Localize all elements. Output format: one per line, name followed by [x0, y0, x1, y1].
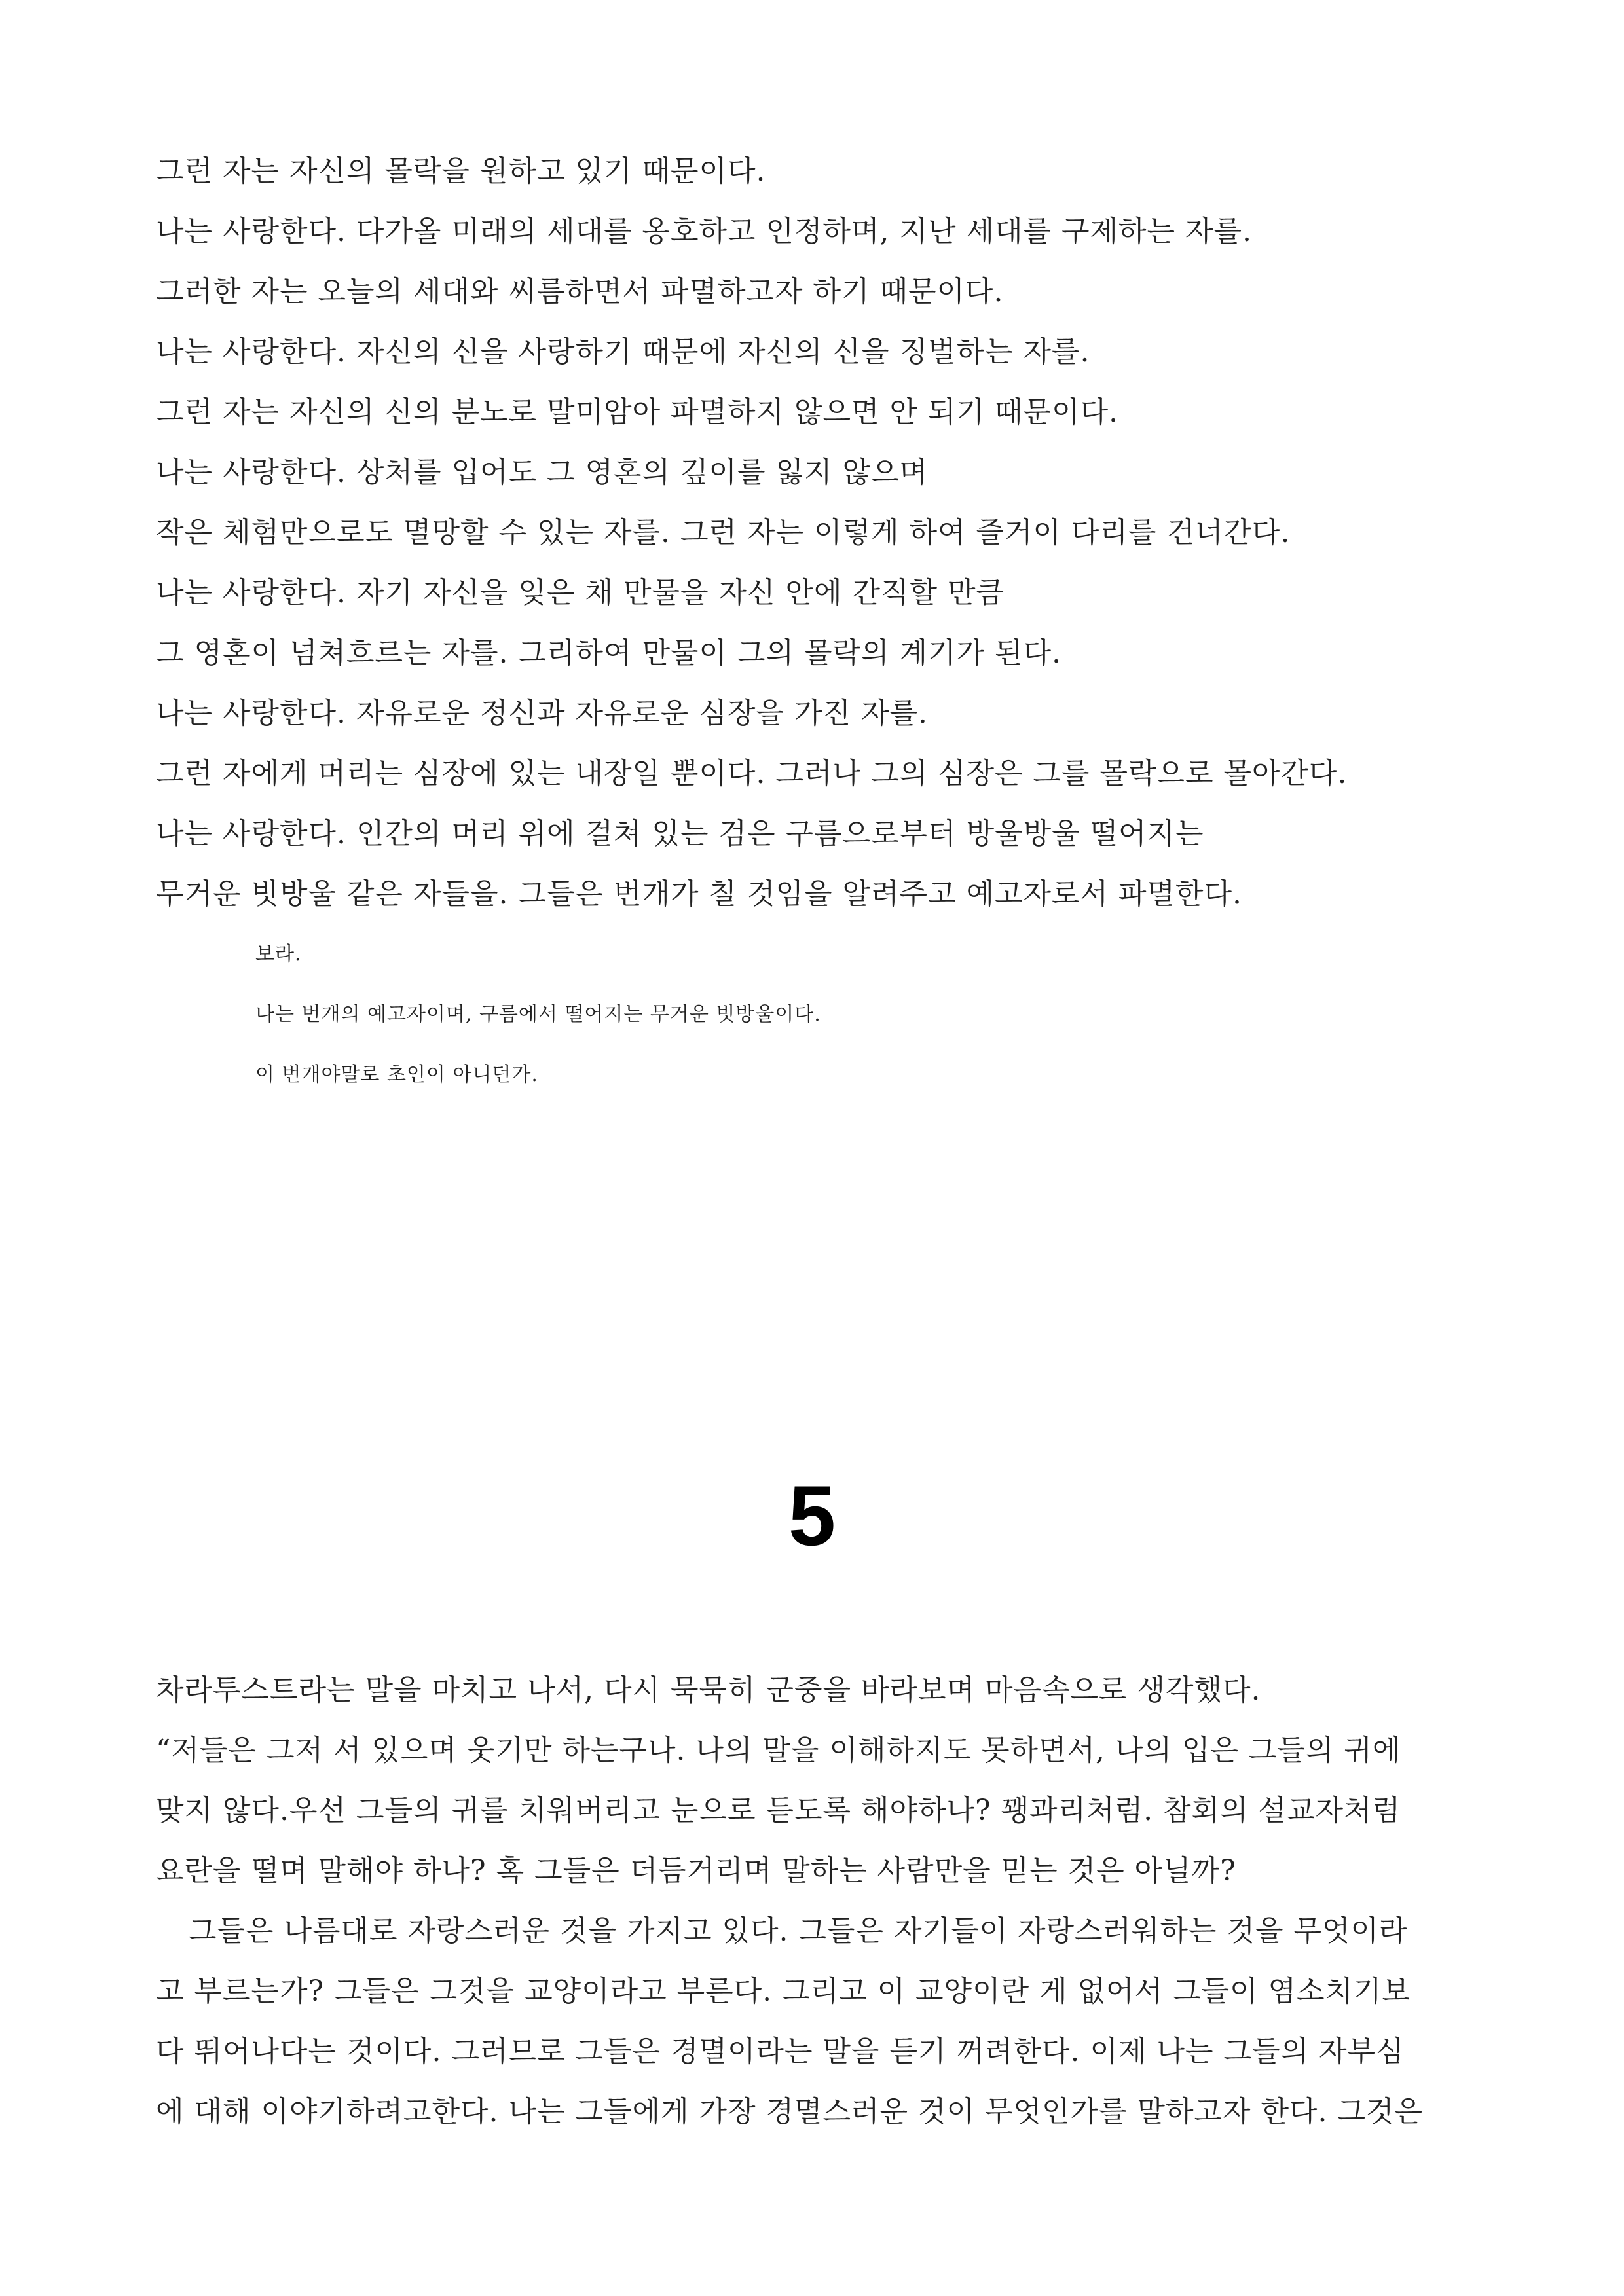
text-line: 고 부르는가? 그들은 그것을 교양이라고 부른다. 그리고 이 교양이란 게 없어서 그들이 염소치기보: [156, 1975, 1411, 2008]
text-line: 나는 사랑한다. 자기 자신을 잊은 채 만물을 자신 안에 간직할 만큼: [156, 576, 1005, 610]
text-line: 그런 자는 자신의 몰락을 원하고 있기 때문이다.: [156, 155, 766, 188]
text-line: 그 영혼이 넘쳐흐르는 자를. 그리하여 만물이 그의 몰락의 계기가 된다.: [156, 636, 1061, 670]
text-line: 나는 사랑한다. 자유로운 정신과 자유로운 심장을 가진 자를.: [156, 697, 928, 730]
text-line: 나는 사랑한다. 상처를 입어도 그 영혼의 깊이를 잃지 않으며: [156, 456, 928, 489]
text-line: 나는 사랑한다. 다가올 미래의 세대를 옹호하고 인정하며, 지난 세대를 구제하는 자를.: [156, 215, 1252, 248]
text-line: 요란을 떨며 말해야 하나? 혹 그들은 더듬거리며 말하는 사람만을 믿는 것은 아닐까?: [156, 1854, 1236, 1887]
text-line: 작은 체험만으로도 멸망할 수 있는 자를. 그런 자는 이렇게 하여 즐거이 다리를 건너간다.: [156, 516, 1291, 549]
text-line: 그러한 자는 오늘의 세대와 씨름하면서 파멸하고자 하기 때문이다.: [156, 275, 1004, 308]
text-line: 무거운 빗방울 같은 자들을. 그들은 번개가 칠 것임을 알려주고 예고자로서 파멸한다.: [156, 877, 1242, 911]
text-line: 맞지 않다.우선 그들의 귀를 치워버리고 눈으로 듣도록 해야하나? 꽹과리처럼. 참회의 설교자처럼: [156, 1794, 1401, 1827]
text-line: 그런 자에게 머리는 심장에 있는 내장일 뿐이다. 그러나 그의 심장은 그를 몰락으로 몰아간다.: [156, 757, 1348, 790]
indented-line: 이 번개야말로 초인이 아니던가.: [255, 1063, 538, 1086]
text-line: 다 뛰어나다는 것이다. 그러므로 그들은 경멸이라는 말을 듣기 꺼려한다. 이제 나는 그들의 자부심: [156, 2035, 1405, 2068]
chapter-number: 5: [788, 1468, 836, 1563]
text-line: 나는 사랑한다. 자신의 신을 사랑하기 때문에 자신의 신을 징벌하는 자를.: [156, 335, 1090, 369]
paragraph-first-line: 그들은 나름대로 자랑스러운 것을 가지고 있다. 그들은 자기들이 자랑스러워하는 것을 무엇이라: [189, 1914, 1408, 1948]
text-line: 차라투스트라는 말을 마치고 나서, 다시 묵묵히 군중을 바라보며 마음속으로 생각했다.: [156, 1673, 1261, 1707]
text-line: 그런 자는 자신의 신의 분노로 말미암아 파멸하지 않으면 안 되기 때문이다.: [156, 395, 1118, 429]
text-line: “저들은 그저 서 있으며 웃기만 하는구나. 나의 말을 이해하지도 못하면서, 나의 입은 그들의 귀에: [156, 1734, 1401, 1767]
text-line: 에 대해 이야기하려고한다. 나는 그들에게 가장 경멸스러운 것이 무엇인가를 말하고자 한다. 그것은: [156, 2095, 1423, 2128]
text-line: 나는 사랑한다. 인간의 머리 위에 걸쳐 있는 검은 구름으로부터 방울방울 떨어지는: [156, 817, 1204, 850]
indented-line: 나는 번개의 예고자이며, 구름에서 떨어지는 무거운 빗방울이다.: [255, 1003, 821, 1026]
indented-line: 보라.: [255, 943, 302, 966]
